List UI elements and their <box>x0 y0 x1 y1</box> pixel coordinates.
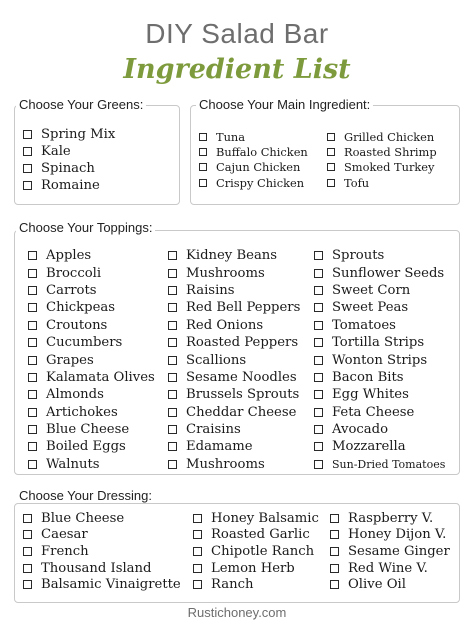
checklist-item[interactable] <box>23 510 181 527</box>
checklist-item-label: Sunflower Seeds <box>332 265 445 281</box>
checklist-item[interactable] <box>23 560 181 577</box>
checkbox[interactable] <box>168 251 177 260</box>
checklist-item[interactable] <box>28 404 155 421</box>
checkbox[interactable] <box>330 530 339 539</box>
checklist-item[interactable] <box>314 299 445 316</box>
checklist-item-label: Walnuts <box>46 456 100 472</box>
checkbox[interactable] <box>28 251 37 260</box>
toppings-list-col2 <box>168 247 300 473</box>
checklist-item-label: Mozzarella <box>332 439 406 455</box>
checklist-item[interactable] <box>193 543 319 560</box>
checkbox[interactable] <box>330 580 339 589</box>
checkbox[interactable] <box>314 425 323 434</box>
checkbox[interactable] <box>314 321 323 330</box>
checklist-item[interactable] <box>314 282 445 299</box>
checklist-item[interactable] <box>168 369 300 386</box>
checklist-item-label: Tuna <box>216 129 246 144</box>
main-ingredient-list-col2 <box>327 129 437 190</box>
checklist-item[interactable] <box>168 299 300 316</box>
checkbox[interactable] <box>193 514 202 523</box>
checklist-item[interactable] <box>193 527 319 544</box>
checklist-item[interactable] <box>168 282 300 299</box>
checklist-item[interactable] <box>23 177 115 194</box>
checklist-item[interactable] <box>314 386 445 403</box>
checklist-item[interactable] <box>330 543 450 560</box>
checklist-item[interactable] <box>327 175 437 190</box>
checklist-item[interactable] <box>23 160 115 177</box>
checklist-item[interactable] <box>193 510 319 527</box>
checklist-item-label: Craisins <box>186 422 241 438</box>
checklist-item-label: Avocado <box>332 422 389 438</box>
checklist-item-label: Grilled Chicken <box>344 129 435 144</box>
checklist-item-label: Honey Dijon V. <box>348 527 447 543</box>
checkbox[interactable] <box>314 269 323 278</box>
checkbox[interactable] <box>314 251 323 260</box>
checklist-item-label: Grapes <box>46 352 94 368</box>
checklist-item[interactable] <box>314 351 445 368</box>
checkbox[interactable] <box>28 269 37 278</box>
checklist-item[interactable] <box>168 264 300 281</box>
checklist-item-label: Buffalo Chicken <box>216 144 308 159</box>
greens-section-label: Choose Your Greens: <box>16 97 146 112</box>
checkbox[interactable] <box>314 373 323 382</box>
checklist-item[interactable] <box>28 456 155 473</box>
checklist-item-label: Red Wine V. <box>348 560 428 576</box>
main-ingredient-section-label: Choose Your Main Ingredient: <box>196 97 373 112</box>
checkbox[interactable] <box>330 514 339 523</box>
checklist-item[interactable] <box>168 438 300 455</box>
checklist-item-label: Kale <box>41 144 71 159</box>
checkbox[interactable] <box>28 373 37 382</box>
checklist-item[interactable] <box>330 527 450 544</box>
checklist-item-label: Caesar <box>41 527 88 543</box>
checklist-item[interactable] <box>168 421 300 438</box>
checklist-item-label: Roasted Shrimp <box>344 144 437 159</box>
checklist-item-label: Blue Cheese <box>41 510 125 526</box>
checklist-item-label: Tortilla Strips <box>332 335 425 351</box>
checkbox[interactable] <box>28 408 37 417</box>
checklist-item[interactable] <box>330 576 450 593</box>
checklist-item[interactable] <box>330 510 450 527</box>
page-title: DIY Salad Bar <box>145 18 329 49</box>
checklist-item-label: Spinach <box>41 161 95 176</box>
checkbox[interactable] <box>23 514 32 523</box>
checklist-item[interactable] <box>23 527 181 544</box>
checkbox[interactable] <box>28 425 37 434</box>
checklist-item-label: Almonds <box>46 387 104 403</box>
checklist-item[interactable] <box>168 456 300 473</box>
dressing-list-col3 <box>330 510 450 593</box>
checkbox[interactable] <box>314 303 323 312</box>
checkbox[interactable] <box>314 390 323 399</box>
checkbox[interactable] <box>28 390 37 399</box>
checklist-item-label: Egg Whites <box>332 387 409 403</box>
checklist-item[interactable] <box>28 317 155 334</box>
checkbox[interactable] <box>28 460 37 469</box>
checklist-item[interactable] <box>327 160 437 175</box>
dressing-list-col2 <box>193 510 319 593</box>
checklist-item[interactable] <box>28 351 155 368</box>
main-ingredient-list-col1 <box>199 129 308 190</box>
checkbox[interactable] <box>314 356 323 365</box>
checkbox[interactable] <box>168 321 177 330</box>
checklist-item-label: Chipotle Ranch <box>211 543 315 559</box>
checklist-item-label: Sesame Ginger <box>348 543 450 559</box>
checkbox[interactable] <box>314 408 323 417</box>
checklist-item[interactable] <box>193 576 319 593</box>
checklist-item[interactable] <box>199 160 308 175</box>
checkbox[interactable] <box>23 580 32 589</box>
checkbox[interactable] <box>327 148 335 156</box>
checklist-item-label: Bacon Bits <box>332 369 404 385</box>
footer-site-name: Rustichoney.com <box>187 605 287 620</box>
checklist-item-label: Sesame Noodles <box>186 369 297 385</box>
checkbox[interactable] <box>23 547 32 556</box>
checklist-item[interactable] <box>28 299 155 316</box>
checkbox[interactable] <box>168 408 177 417</box>
checklist-item[interactable] <box>168 351 300 368</box>
checkbox[interactable] <box>168 442 177 451</box>
checklist-item[interactable] <box>168 386 300 403</box>
checkbox[interactable] <box>28 338 37 347</box>
checkbox[interactable] <box>23 530 32 539</box>
checklist-item-label: Edamame <box>186 439 253 455</box>
checkbox[interactable] <box>23 164 32 173</box>
checklist-item[interactable] <box>28 264 155 281</box>
greens-list <box>23 126 115 194</box>
checklist-item-label: Smoked Turkey <box>344 160 435 175</box>
checklist-item[interactable] <box>314 369 445 386</box>
toppings-list-col1 <box>28 247 155 473</box>
checklist-item-label: Roasted Garlic <box>211 527 310 543</box>
checklist-item[interactable] <box>314 438 445 455</box>
page-subtitle: Ingredient List <box>123 54 351 85</box>
checkbox[interactable] <box>168 425 177 434</box>
checklist-item-label: Sweet Peas <box>332 300 409 316</box>
checkbox[interactable] <box>314 338 323 347</box>
checklist-item-label: Crispy Chicken <box>216 175 305 190</box>
checklist-item[interactable] <box>314 421 445 438</box>
checkbox[interactable] <box>28 321 37 330</box>
checkbox[interactable] <box>199 148 207 156</box>
checklist-item-label: Mushrooms <box>186 265 265 281</box>
checklist-item-label: Raspberry V. <box>348 510 434 526</box>
checklist-item[interactable] <box>23 543 181 560</box>
checklist-item-label: Romaine <box>41 178 100 193</box>
dressing-section-label: Choose Your Dressing: <box>16 488 155 503</box>
checklist-item[interactable] <box>314 404 445 421</box>
checklist-item-label: Artichokes <box>46 404 118 420</box>
checklist-item-label: Carrots <box>46 282 97 298</box>
checklist-item-label: Sweet Corn <box>332 282 411 298</box>
checklist-item-label: Raisins <box>186 282 235 298</box>
checklist-item[interactable] <box>23 143 115 160</box>
checkbox[interactable] <box>28 303 37 312</box>
checklist-item[interactable] <box>168 317 300 334</box>
checklist-item-label: Lemon Herb <box>211 560 295 576</box>
checkbox[interactable] <box>327 133 335 141</box>
checklist-item-label: Feta Cheese <box>332 404 415 420</box>
checklist-item-label: Brussels Sprouts <box>186 387 300 403</box>
checklist-item-label: Wonton Strips <box>332 352 428 368</box>
checkbox[interactable] <box>168 269 177 278</box>
checklist-item[interactable] <box>327 129 437 144</box>
checklist-item[interactable] <box>28 282 155 299</box>
checklist-item[interactable] <box>314 317 445 334</box>
checklist-item-label: Tomatoes <box>332 317 396 333</box>
checkbox[interactable] <box>28 356 37 365</box>
checkbox[interactable] <box>28 286 37 295</box>
checklist-item[interactable] <box>199 175 308 190</box>
checklist-item-label: Cucumbers <box>46 335 123 351</box>
checklist-item-label: Blue Cheese <box>46 422 130 438</box>
checkbox[interactable] <box>23 564 32 573</box>
checklist-item[interactable] <box>199 144 308 159</box>
checklist-item-label: French <box>41 543 89 559</box>
checkbox[interactable] <box>330 547 339 556</box>
checkbox[interactable] <box>199 133 207 141</box>
checklist-item-label: Tofu <box>344 175 370 190</box>
checkbox[interactable] <box>168 356 177 365</box>
checkbox[interactable] <box>193 547 202 556</box>
checkbox[interactable] <box>327 179 335 187</box>
checkbox[interactable] <box>168 338 177 347</box>
dressing-list-col1 <box>23 510 181 593</box>
checklist-item[interactable] <box>28 421 155 438</box>
checklist-item-label: Honey Balsamic <box>211 510 319 526</box>
checkbox[interactable] <box>23 181 32 190</box>
checklist-item[interactable] <box>23 126 115 143</box>
checklist-item-label: Ranch <box>211 577 254 593</box>
checklist-item-label: Mushrooms <box>186 456 265 472</box>
checkbox[interactable] <box>168 286 177 295</box>
checklist-item[interactable] <box>28 438 155 455</box>
checkbox[interactable] <box>199 163 207 171</box>
checklist-item-label: Croutons <box>46 317 108 333</box>
checklist-item-label: Broccoli <box>46 265 102 281</box>
checklist-item-label: Olive Oil <box>348 577 406 593</box>
checklist-item-label: Red Bell Peppers <box>186 300 301 316</box>
checklist-item[interactable] <box>314 247 445 264</box>
checkbox[interactable] <box>23 147 32 156</box>
checklist-item[interactable] <box>327 144 437 159</box>
checklist-item[interactable] <box>199 129 308 144</box>
checklist-item-label: Sprouts <box>332 248 385 264</box>
checklist-item[interactable] <box>28 334 155 351</box>
checkbox[interactable] <box>327 163 335 171</box>
checklist-item[interactable] <box>28 386 155 403</box>
checklist-item[interactable] <box>28 369 155 386</box>
checklist-item-label: Roasted Peppers <box>186 335 299 351</box>
checklist-item-label: Sun-Dried Tomatoes <box>332 457 446 471</box>
checklist-item-label: Scallions <box>186 352 247 368</box>
checkbox[interactable] <box>168 460 177 469</box>
checklist-item-label: Spring Mix <box>41 127 116 142</box>
checklist-item-label: Cajun Chicken <box>216 160 301 175</box>
checklist-item-label: Kidney Beans <box>186 248 278 264</box>
checkbox[interactable] <box>314 286 323 295</box>
checklist-item[interactable] <box>314 456 445 473</box>
checklist-item-label: Red Onions <box>186 317 264 333</box>
checklist-item[interactable] <box>314 334 445 351</box>
checkbox[interactable] <box>193 580 202 589</box>
checkbox[interactable] <box>168 373 177 382</box>
checklist-item[interactable] <box>193 560 319 577</box>
checkbox[interactable] <box>330 564 339 573</box>
checklist-item[interactable] <box>314 264 445 281</box>
checklist-item[interactable] <box>330 560 450 577</box>
checklist-item-label: Thousand Island <box>41 560 152 576</box>
checklist-item[interactable] <box>23 576 181 593</box>
checkbox[interactable] <box>199 179 207 187</box>
checkbox[interactable] <box>168 390 177 399</box>
checklist-item-label: Kalamata Olives <box>46 369 155 385</box>
checklist-item-label: Apples <box>46 248 92 264</box>
checkbox[interactable] <box>193 564 202 573</box>
toppings-list-col3 <box>314 247 445 473</box>
checkbox[interactable] <box>28 442 37 451</box>
checklist-item-label: Boiled Eggs <box>46 439 126 455</box>
checklist-item[interactable] <box>168 334 300 351</box>
checklist-item-label: Chickpeas <box>46 300 116 316</box>
checklist-item-label: Cheddar Cheese <box>186 404 297 420</box>
checklist-item[interactable] <box>28 247 155 264</box>
checkbox[interactable] <box>314 442 323 451</box>
checkbox[interactable] <box>314 460 323 469</box>
checklist-item[interactable] <box>168 404 300 421</box>
checklist-item-label: Balsamic Vinaigrette <box>41 577 181 593</box>
toppings-section-label: Choose Your Toppings: <box>16 220 155 235</box>
checkbox[interactable] <box>193 530 202 539</box>
checkbox[interactable] <box>23 130 32 139</box>
checkbox[interactable] <box>168 303 177 312</box>
checklist-item[interactable] <box>168 247 300 264</box>
